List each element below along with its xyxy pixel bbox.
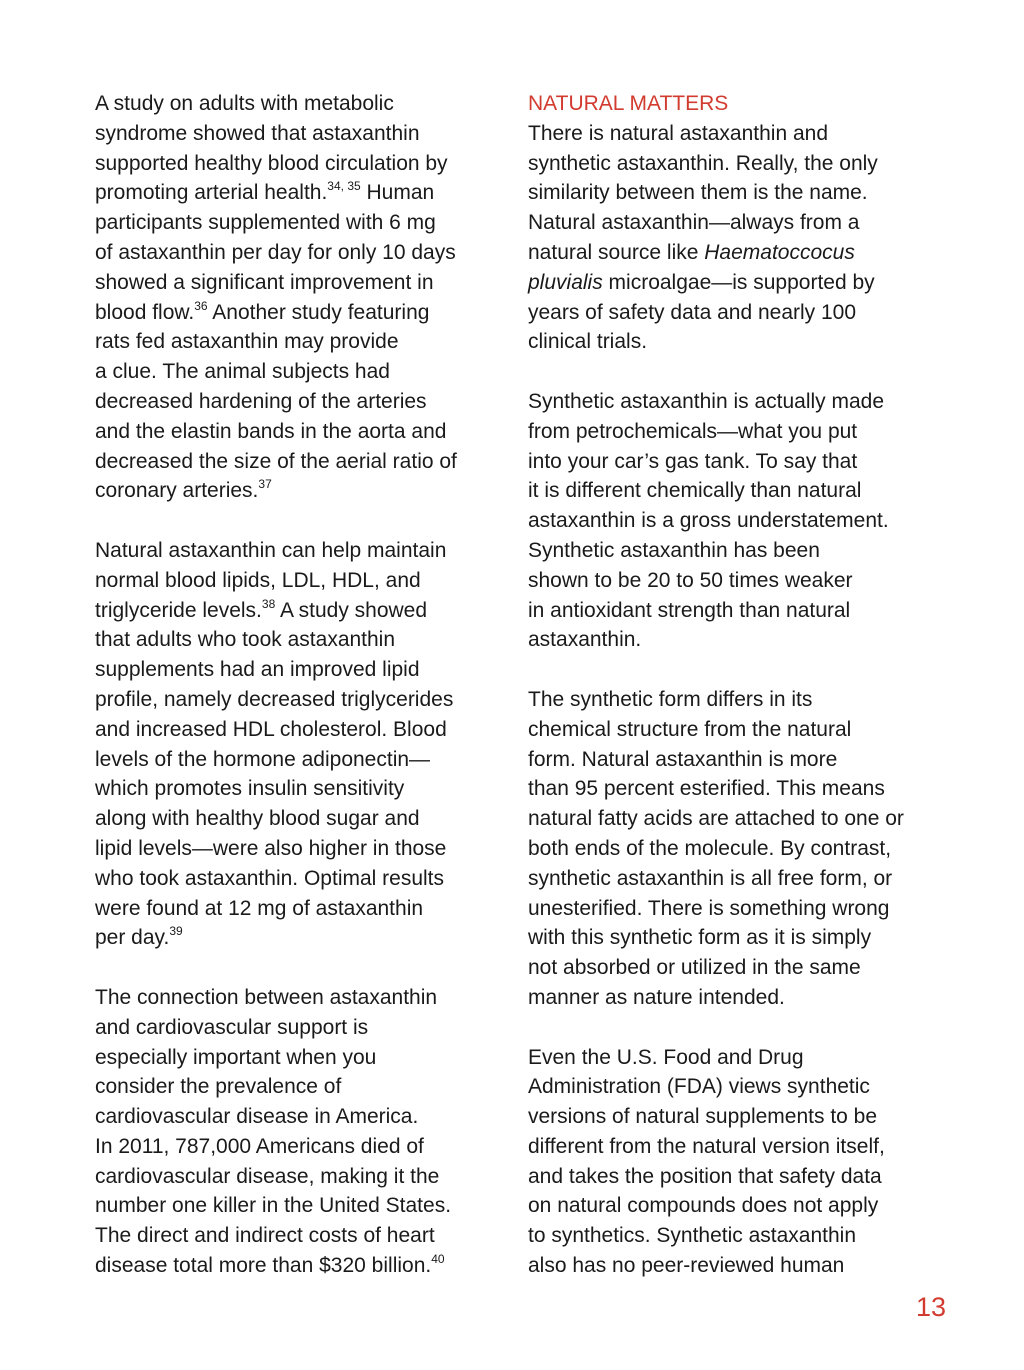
text-run: triglyceride levels.: [95, 598, 262, 622]
text-line: similarity between them is the name.: [528, 181, 868, 205]
text-run: promoting arterial health.: [95, 181, 328, 205]
text-line: [528, 268, 938, 298]
text-run: coronary arteries.: [95, 479, 259, 503]
section-heading: NATURAL MATTERS: [528, 92, 729, 115]
paragraph-gap: [528, 1013, 938, 1043]
text-line: unesterified. There is something wrong: [528, 896, 890, 920]
paragraph-natural-vs-synthetic: [528, 119, 938, 357]
paragraph-gap: [528, 655, 938, 685]
paragraph-gap: [95, 953, 505, 983]
text-line: form. Natural astaxanthin is more: [528, 747, 838, 771]
text-line: a clue. The animal subjects had: [95, 360, 390, 384]
text-line: Synthetic astaxanthin is actually made: [528, 389, 885, 413]
text-line: [95, 1251, 505, 1281]
text-line: that adults who took astaxanthin: [95, 628, 396, 652]
text-line: than 95 percent esterified. This means: [528, 777, 885, 801]
text-line: rats fed astaxanthin may provide: [95, 330, 399, 354]
text-line: in antioxidant strength than natural: [528, 598, 851, 622]
text-line: [95, 923, 505, 953]
text-line: The direct and indirect costs of heart: [95, 1224, 435, 1248]
species-name: Haematoccocus: [704, 240, 855, 264]
left-column: [95, 89, 505, 1281]
paragraph-petrochemicals: [528, 387, 938, 655]
species-name: pluvialis: [528, 270, 603, 294]
text-line: synthetic astaxanthin. Really, the only: [528, 151, 878, 175]
paragraph-gap: [95, 506, 505, 536]
text-line: shown to be 20 to 50 times weaker: [528, 568, 853, 592]
text-line: into your car’s gas tank. To say that: [528, 449, 858, 473]
text-line: synthetic astaxanthin is all free form, or: [528, 866, 893, 890]
text-line: with this synthetic form as it is simply: [528, 926, 872, 950]
text-line: The synthetic form differs in its: [528, 687, 813, 711]
text-line: In 2011, 787,000 Americans died of: [95, 1134, 424, 1158]
text-line: along with healthy blood sugar and: [95, 807, 420, 831]
text-line: which promotes insulin sensitivity: [95, 777, 405, 801]
text-line: Natural astaxanthin can help maintain: [95, 538, 447, 562]
right-column: [528, 89, 938, 1281]
page-number: 13: [916, 1292, 947, 1322]
paragraph-chemical-structure: [528, 685, 938, 1013]
paragraph-fda: [528, 1043, 938, 1281]
text-line: not absorbed or utilized in the same: [528, 956, 861, 980]
text-line: versions of natural supplements to be: [528, 1105, 878, 1129]
text-line: [95, 298, 505, 328]
text-line: clinical trials.: [528, 330, 648, 354]
text-line: The connection between astaxanthin: [95, 985, 438, 1009]
paragraph-arterial-health: [95, 89, 505, 506]
text-run: blood flow.: [95, 300, 195, 324]
text-line: chemical structure from the natural: [528, 717, 852, 741]
text-line: of astaxanthin per day for only 10 days: [95, 240, 456, 264]
text-line: and takes the position that safety data: [528, 1164, 882, 1188]
text-line: participants supplemented with 6 mg: [95, 211, 436, 235]
footnote-ref: 40: [431, 1252, 445, 1267]
text-line: astaxanthin is a gross understatement.: [528, 509, 889, 533]
text-line: supplements had an improved lipid: [95, 658, 420, 682]
footnote-ref: 36: [194, 298, 208, 313]
text-line: Synthetic astaxanthin has been: [528, 538, 820, 562]
text-line: number one killer in the United States.: [95, 1194, 452, 1218]
text-line: supported healthy blood circulation by: [95, 151, 448, 175]
text-line: from petrochemicals—what you put: [528, 419, 858, 443]
text-line: Natural astaxanthin—always from a: [528, 211, 860, 235]
text-line: consider the prevalence of: [95, 1075, 342, 1099]
text-line: [528, 238, 938, 268]
text-line: it is different chemically than natural: [528, 479, 862, 503]
text-line: levels of the hormone adiponectin—: [95, 747, 431, 771]
text-line: and increased HDL cholesterol. Blood: [95, 717, 447, 741]
text-line: decreased hardening of the arteries: [95, 389, 427, 413]
text-line: syndrome showed that astaxanthin: [95, 121, 420, 145]
paragraph-blood-lipids: [95, 536, 505, 953]
text-run: per day.: [95, 926, 170, 950]
text-line: on natural compounds does not apply: [528, 1194, 879, 1218]
text-run: disease total more than $320 billion.: [95, 1254, 432, 1278]
text-line: were found at 12 mg of astaxanthin: [95, 896, 424, 920]
text-run: Another study featuring: [207, 300, 430, 324]
text-line: years of safety data and nearly 100: [528, 300, 857, 324]
text-line: different from the natural version itself,: [528, 1134, 885, 1158]
text-line: Even the U.S. Food and Drug: [528, 1045, 804, 1069]
text-line: There is natural astaxanthin and: [528, 121, 829, 145]
footnote-ref: 34, 35: [327, 179, 361, 194]
text-line: [95, 476, 505, 506]
footnote-ref: 37: [258, 477, 272, 492]
text-line: manner as nature intended.: [528, 985, 785, 1009]
text-line: [95, 178, 505, 208]
text-run: Human: [360, 181, 435, 205]
text-line: who took astaxanthin. Optimal results: [95, 866, 445, 890]
text-line: especially important when you: [95, 1045, 377, 1069]
text-line: A study on adults with metabolic: [95, 92, 394, 115]
text-line: showed a significant improvement in: [95, 270, 434, 294]
text-line: to synthetics. Synthetic astaxanthin: [528, 1224, 857, 1248]
text-line: profile, namely decreased triglycerides: [95, 687, 454, 711]
paragraph-gap: [528, 357, 938, 387]
text-line: and cardiovascular support is: [95, 1015, 369, 1039]
text-run: A study showed: [275, 598, 428, 622]
paragraph-cardiovascular: [95, 983, 505, 1281]
text-line: lipid levels—were also higher in those: [95, 836, 447, 860]
footnote-ref: 38: [261, 596, 276, 611]
text-line: also has no peer-reviewed human: [528, 1254, 845, 1278]
text-line: both ends of the molecule. By contrast,: [528, 836, 892, 860]
footnote-ref: 39: [169, 924, 183, 939]
text-line: astaxanthin.: [528, 628, 642, 652]
text-run: natural source like: [528, 240, 705, 264]
text-line: and the elastin bands in the aorta and: [95, 419, 447, 443]
text-run: microalgae—is supported by: [602, 270, 875, 294]
text-line: cardiovascular disease, making it the: [95, 1164, 440, 1188]
text-line: [95, 596, 505, 626]
text-line: natural fatty acids are attached to one or: [528, 807, 904, 831]
text-line: Administration (FDA) views synthetic: [528, 1075, 870, 1099]
text-line: decreased the size of the aerial ratio of: [95, 449, 457, 473]
text-line: cardiovascular disease in America.: [95, 1105, 419, 1129]
text-line: normal blood lipids, LDL, HDL, and: [95, 568, 421, 592]
